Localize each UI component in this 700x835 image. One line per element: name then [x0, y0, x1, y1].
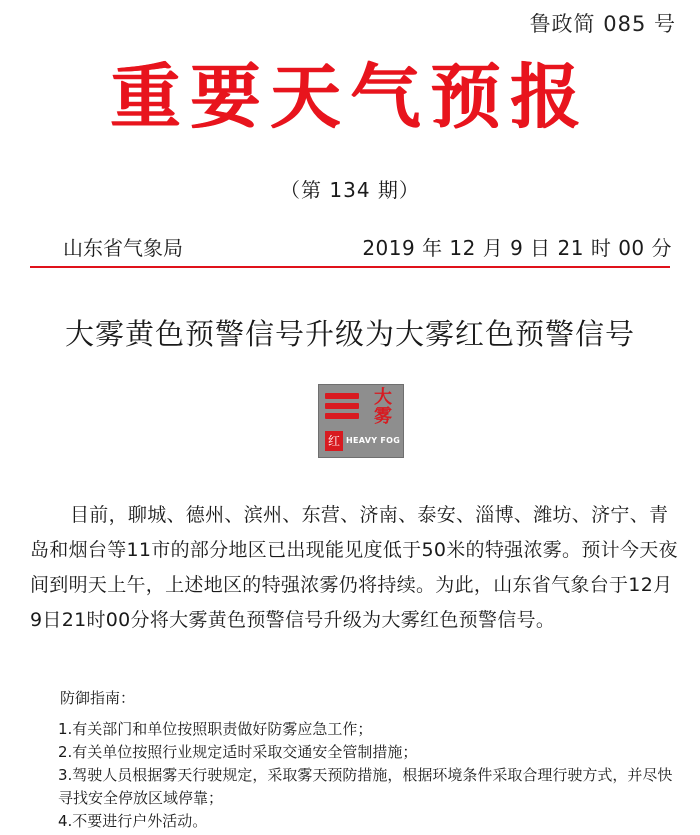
- issuer: 山东省气象局: [63, 236, 183, 260]
- guide-item: 3.驾驶人员根据雾天行驶规定，采取雾天预防措施，根据环境条件采取合理行驶方式，并尽快寻找安全停放区域停靠；: [58, 766, 673, 807]
- guide-item: 4.不要进行户外活动。: [58, 812, 208, 830]
- signal-char-fog: 雾: [374, 406, 392, 427]
- fog-bars-icon: [325, 393, 359, 421]
- guide-list: [58, 718, 678, 833]
- body-text: [30, 498, 682, 638]
- issue-time: 2019 年 12 月 9 日 21 时 00 分: [362, 236, 672, 260]
- signal-char-big: 大: [374, 387, 392, 408]
- banner-title: 重要天气预报: [110, 56, 590, 138]
- document-number: 鲁政简 085 号: [529, 12, 676, 36]
- issue-number: （第 134 期）: [280, 178, 420, 202]
- guide-item: 2.有关单位按照行业规定适时采取交通安全管制措施；: [58, 743, 418, 761]
- header-divider: [30, 266, 670, 268]
- body-paragraph: 目前，聊城、德州、滨州、东营、济南、泰安、淄博、潍坊、济宁、青岛和烟台等11市的部分地区已出现能见度低于50米的特强浓雾。预计今天夜间到明天上午，上述地区的特强浓雾仍将持续。为此，山东省气象台于12月9日21时00分将大雾黄色预警信号升级为大雾红色预警信号。: [30, 504, 678, 631]
- guide-item: 1.有关部门和单位按照职责做好防雾应急工作；: [58, 720, 373, 738]
- headline: 大雾黄色预警信号升级为大雾红色预警信号: [64, 317, 635, 351]
- guide-title: 防御指南：: [60, 689, 136, 707]
- signal-english-label: HEAVY FOG: [346, 436, 401, 445]
- fog-red-warning-icon: [318, 384, 404, 458]
- signal-level: 红: [325, 431, 343, 451]
